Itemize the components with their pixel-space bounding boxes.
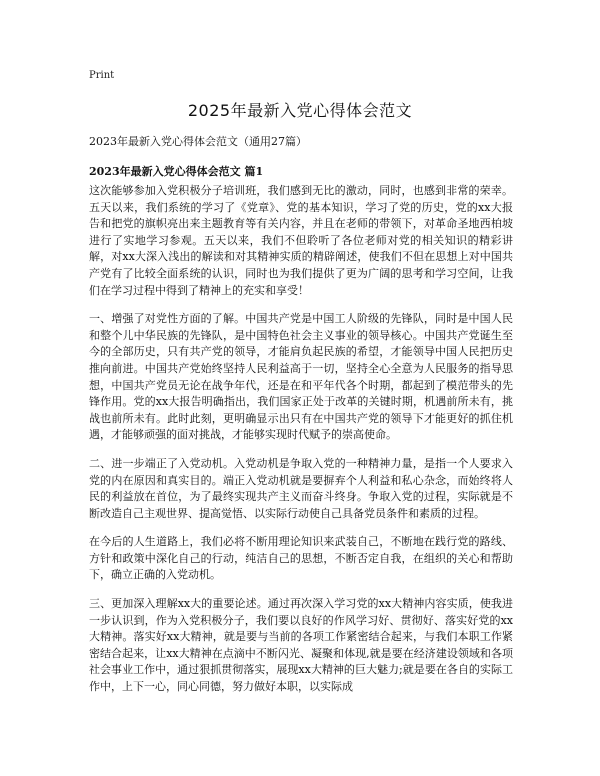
paragraph-future: 在今后的人生道路上，我们必将不断用理论知识来武装自己，不断地在践行党的路线、方针和政策中深化自己的行动，纯洁自己的思想，不断否定自我，在组织的关心和帮助下，确立正确的入党动机。 [89, 535, 513, 582]
section-heading: 2023年最新入党心得体会范文 篇1 [89, 165, 264, 178]
paragraph-intro: 这次能够参加入党积极分子培训班，我们感到无比的激动，同时，也感到非常的荣幸。五天以来，我们系统的学习了《党章》、党的基本知识，学习了党的历史，党的xx大报告和把党的旗帜亮出来主题教育等有关内容，并且在老师的带领下，对革命圣地西柏坡进行了实地学习参观。五天以来，我们不但聆听了各位老师对党的相关知识的精彩讲解，对xx大深入浅出的解读和对其精神实质的精辟阐述，使我们不但在思想上对中国共产党有了比较全面系统的认识，同时也为我们提供了更为广阔的思考和学习空间，让我们在学习过程中得到了精神上的充实和享受！ [89, 184, 513, 297]
article-body [89, 183, 513, 708]
print-label: Print [89, 70, 115, 81]
page-title: 2025年最新入党心得体会范文 [187, 101, 413, 120]
paragraph-point-3: 三、更加深入理解xx大的重要论述。通过再次深入学习党的xx大精神内容实质，使我进一步认识到，作为入党积极分子，我们要以良好的作风学习好、贯彻好、落实好党的xx大精神。落实好xx大精神，就是要与当前的各项工作紧密结合起来，与我们本职工作紧密结合起来，让xx大精神在点滴中不断闪光、凝聚和体现,就是要在经济建设领域和各项社会事业工作中，通过狠抓贯彻落实，展现xx大精神的巨大魅力;就是要在各自的实际工作中，上下一心，同心同德，努力做好本职，以实际成 [89, 597, 513, 694]
paragraph-point-1: 一、增强了对党性方面的了解。中国共产党是中国工人阶级的先锋队，同时是中国人民和整个儿中华民族的先锋队，是中国特色社会主义事业的领导核心。中国共产党诞生至今的全部历史，只有共产党的领导，才能肩负起民族的希望，才能领导中国人民把历史推向前进。中国共产党始终坚持人民利益高于一切，坚持全心全意为人民服务的指导思想，中国共产党员无论在战争年代，还是在和平年代各个时期，都起到了模范带头的先锋作用。党的xx大报告明确指出，我们国家正处于改革的关键时期，机遇前所未有，挑战也前所未有。此时此刻，更明确显示出只有在中国共产党的领导下才能更好的抓住机遇，才能够顽强的面对挑战，才能够实现时代赋予的崇高使命。 [89, 312, 513, 442]
paragraph-point-2: 二、进一步端正了入党动机。入党动机是争取入党的一种精神力量，是指一个人要求入党的内在原因和真实目的。端正入党动机就是要摒弃个人利益和私心杂念，而始终将人民的利益放在首位，为了最终实现共产主义而奋斗终身。争取入党的过程，实际就是不断改造自己主观世界、提高觉悟、以实际行动使自己具备党员条件和素质的过程。 [89, 456, 513, 520]
document-subtitle: 2023年最新入党心得体会范文（通用27篇） [89, 135, 307, 148]
